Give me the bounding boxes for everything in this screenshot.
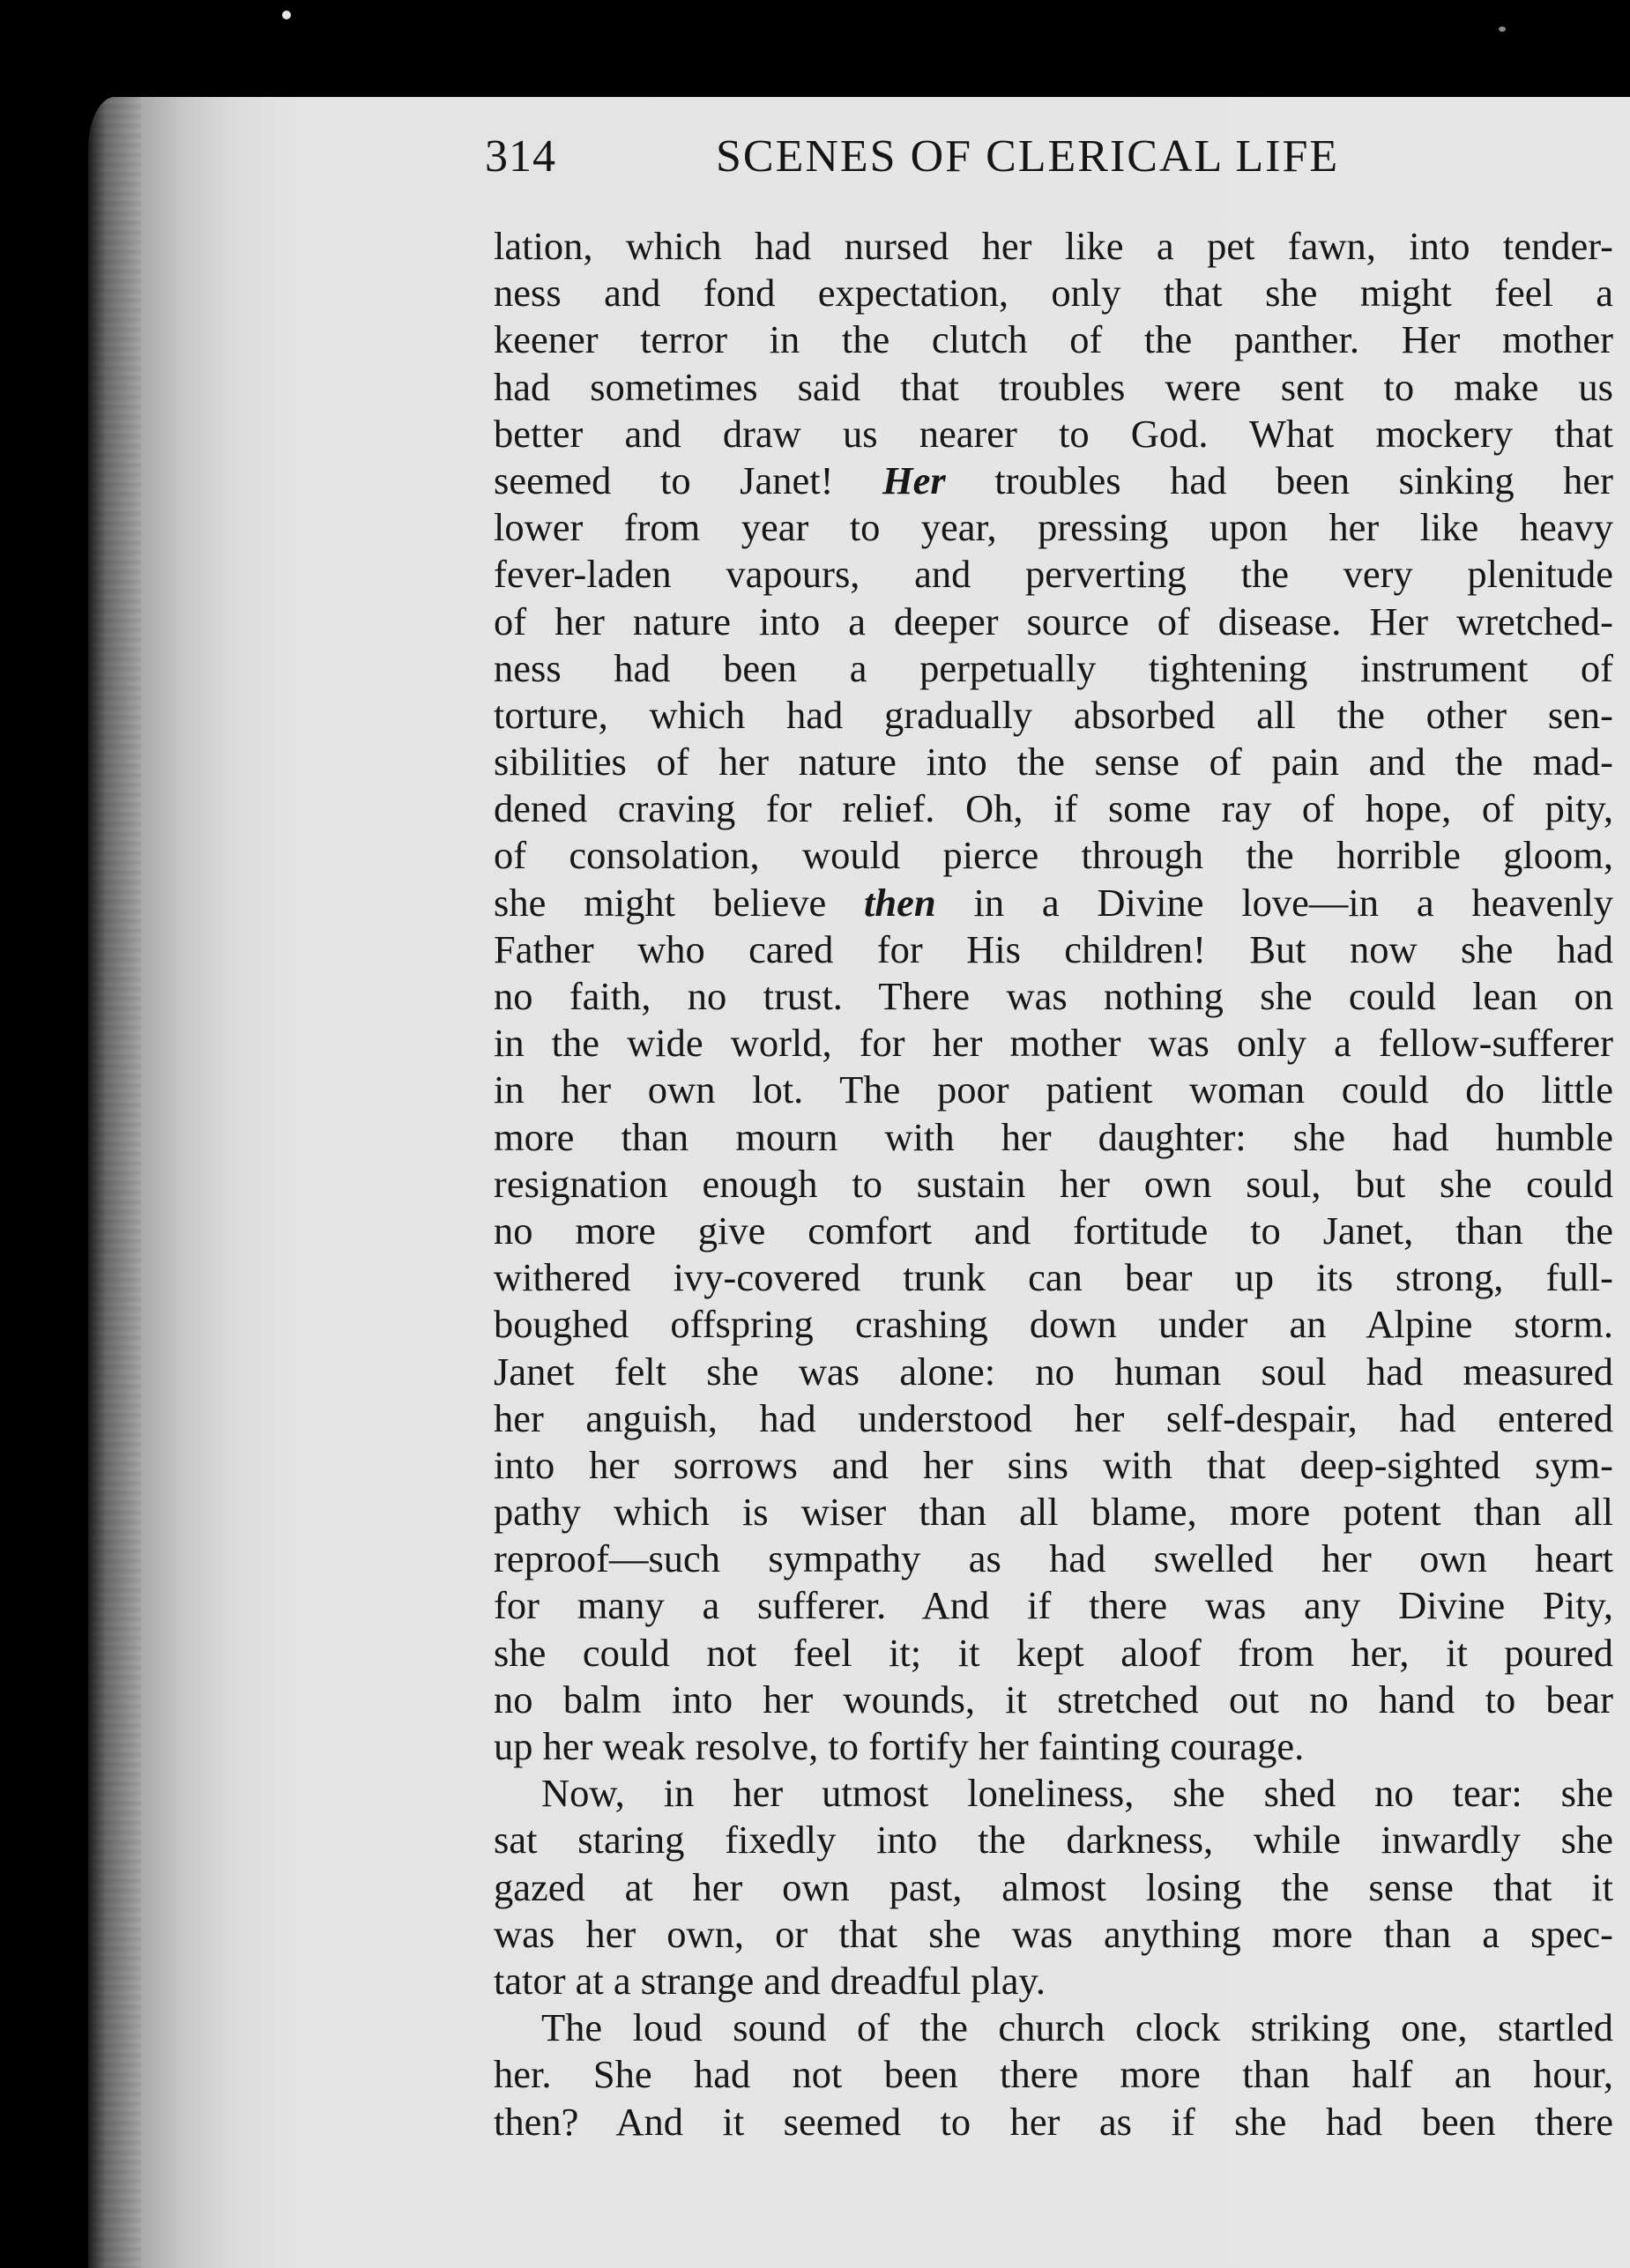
text-line: for many a sufferer. And if there was any Divine Pity, [494, 1583, 1613, 1628]
text-line [494, 880, 1613, 926]
text-line: gazed at her own past, almost losing the sense that it [494, 1864, 1613, 1909]
text-line: in her own lot. The poor patient woman could do little [494, 1067, 1613, 1112]
text-line: her anguish, had understood her self-despair, had entered [494, 1395, 1613, 1440]
text-line: pathy which is wiser than all blame, more potent than all [494, 1490, 1613, 1535]
page-header [485, 130, 1630, 192]
text-line: reproof—such sympathy as had swelled her own heart [494, 1536, 1613, 1581]
text-line: fever-laden vapours, and perverting the very plenitude [494, 552, 1613, 597]
text-line: more than mourn with her daughter: she had humble [494, 1114, 1613, 1159]
text-line: ness had been a perpetually tightening instrument of [494, 645, 1613, 690]
text-line: ness and fond expectation, only that she might feel a [494, 271, 1613, 316]
running-head: SCENES OF CLERICAL LIFE [716, 131, 1340, 182]
text-run: she might believe [494, 880, 865, 925]
dust-speck [1499, 26, 1506, 32]
text-line: of consolation, would pierce through the horrible gloom, [494, 833, 1613, 878]
text-line: no balm into her wounds, it stretched out no hand to bear [494, 1677, 1613, 1721]
text-line: withered ivy-covered trunk can bear up its strong, full- [494, 1255, 1613, 1300]
text-line: Now, in her utmost loneliness, she shed no tear: she [541, 1771, 1613, 1816]
italic-emphasis: then [864, 880, 936, 925]
text-line: no faith, no trust. There was nothing she could lean on [494, 974, 1613, 1018]
text-run: seemed to Janet! [494, 457, 882, 502]
text-line: dened craving for relief. Oh, if some ray of hope, of pity, [494, 786, 1613, 831]
text-line: up her weak resolve, to fortify her fainting courage. [494, 1724, 1305, 1768]
text-line: The loud sound of the church clock striking one, startled [541, 2005, 1613, 2050]
page-number: 314 [485, 131, 556, 182]
text-run: troubles had been sinking her [945, 457, 1613, 502]
text-line: torture, which had gradually absorbed all the other sen- [494, 692, 1613, 737]
text-line [494, 457, 1613, 504]
book-gutter [88, 97, 141, 2268]
text-line: in the wide world, for her mother was only a fellow-sufferer [494, 1021, 1613, 1066]
text-line: then? And it seemed to her as if she had been there [494, 2099, 1613, 2144]
text-line: no more give comfort and fortitude to Janet, than the [494, 1208, 1613, 1253]
text-run: in a Divine love—in a heavenly [935, 880, 1614, 925]
text-line: lower from year to year, pressing upon her like heavy [494, 505, 1613, 550]
text-line: lation, which had nursed her like a pet fawn, into tender- [494, 224, 1613, 268]
text-line: was her own, or that she was anything more than a spec- [494, 1911, 1613, 1956]
dust-speck [282, 11, 291, 19]
text-line: Father who cared for His children! But now she had [494, 926, 1613, 971]
text-line: of her nature into a deeper source of disease. Her wretched- [494, 599, 1613, 643]
text-line: keener terror in the clutch of the panther. Her mother [494, 317, 1613, 362]
text-line: tator at a strange and dreadful play. [494, 1958, 1046, 2003]
text-line: she could not feel it; it kept aloof from her, it poured [494, 1630, 1613, 1675]
text-line: her. She had not been there more than half an hour, [494, 2052, 1613, 2097]
text-line: resignation enough to sustain her own soul, but she could [494, 1161, 1613, 1206]
text-line: boughed offspring crashing down under an Alpine storm. [494, 1302, 1613, 1347]
text-line: had sometimes said that troubles were sent to make us [494, 364, 1613, 409]
body-text [494, 223, 1613, 2145]
text-line: into her sorrows and her sins with that deep-sighted sym- [494, 1442, 1613, 1487]
text-line: sat staring fixedly into the darkness, while inwardly she [494, 1818, 1613, 1863]
italic-emphasis: Her [882, 457, 946, 502]
text-line: Janet felt she was alone: no human soul had measured [494, 1349, 1613, 1394]
text-line: sibilities of her nature into the sense of pain and the mad- [494, 740, 1613, 785]
text-line: better and draw us nearer to God. What mockery that [494, 411, 1613, 456]
